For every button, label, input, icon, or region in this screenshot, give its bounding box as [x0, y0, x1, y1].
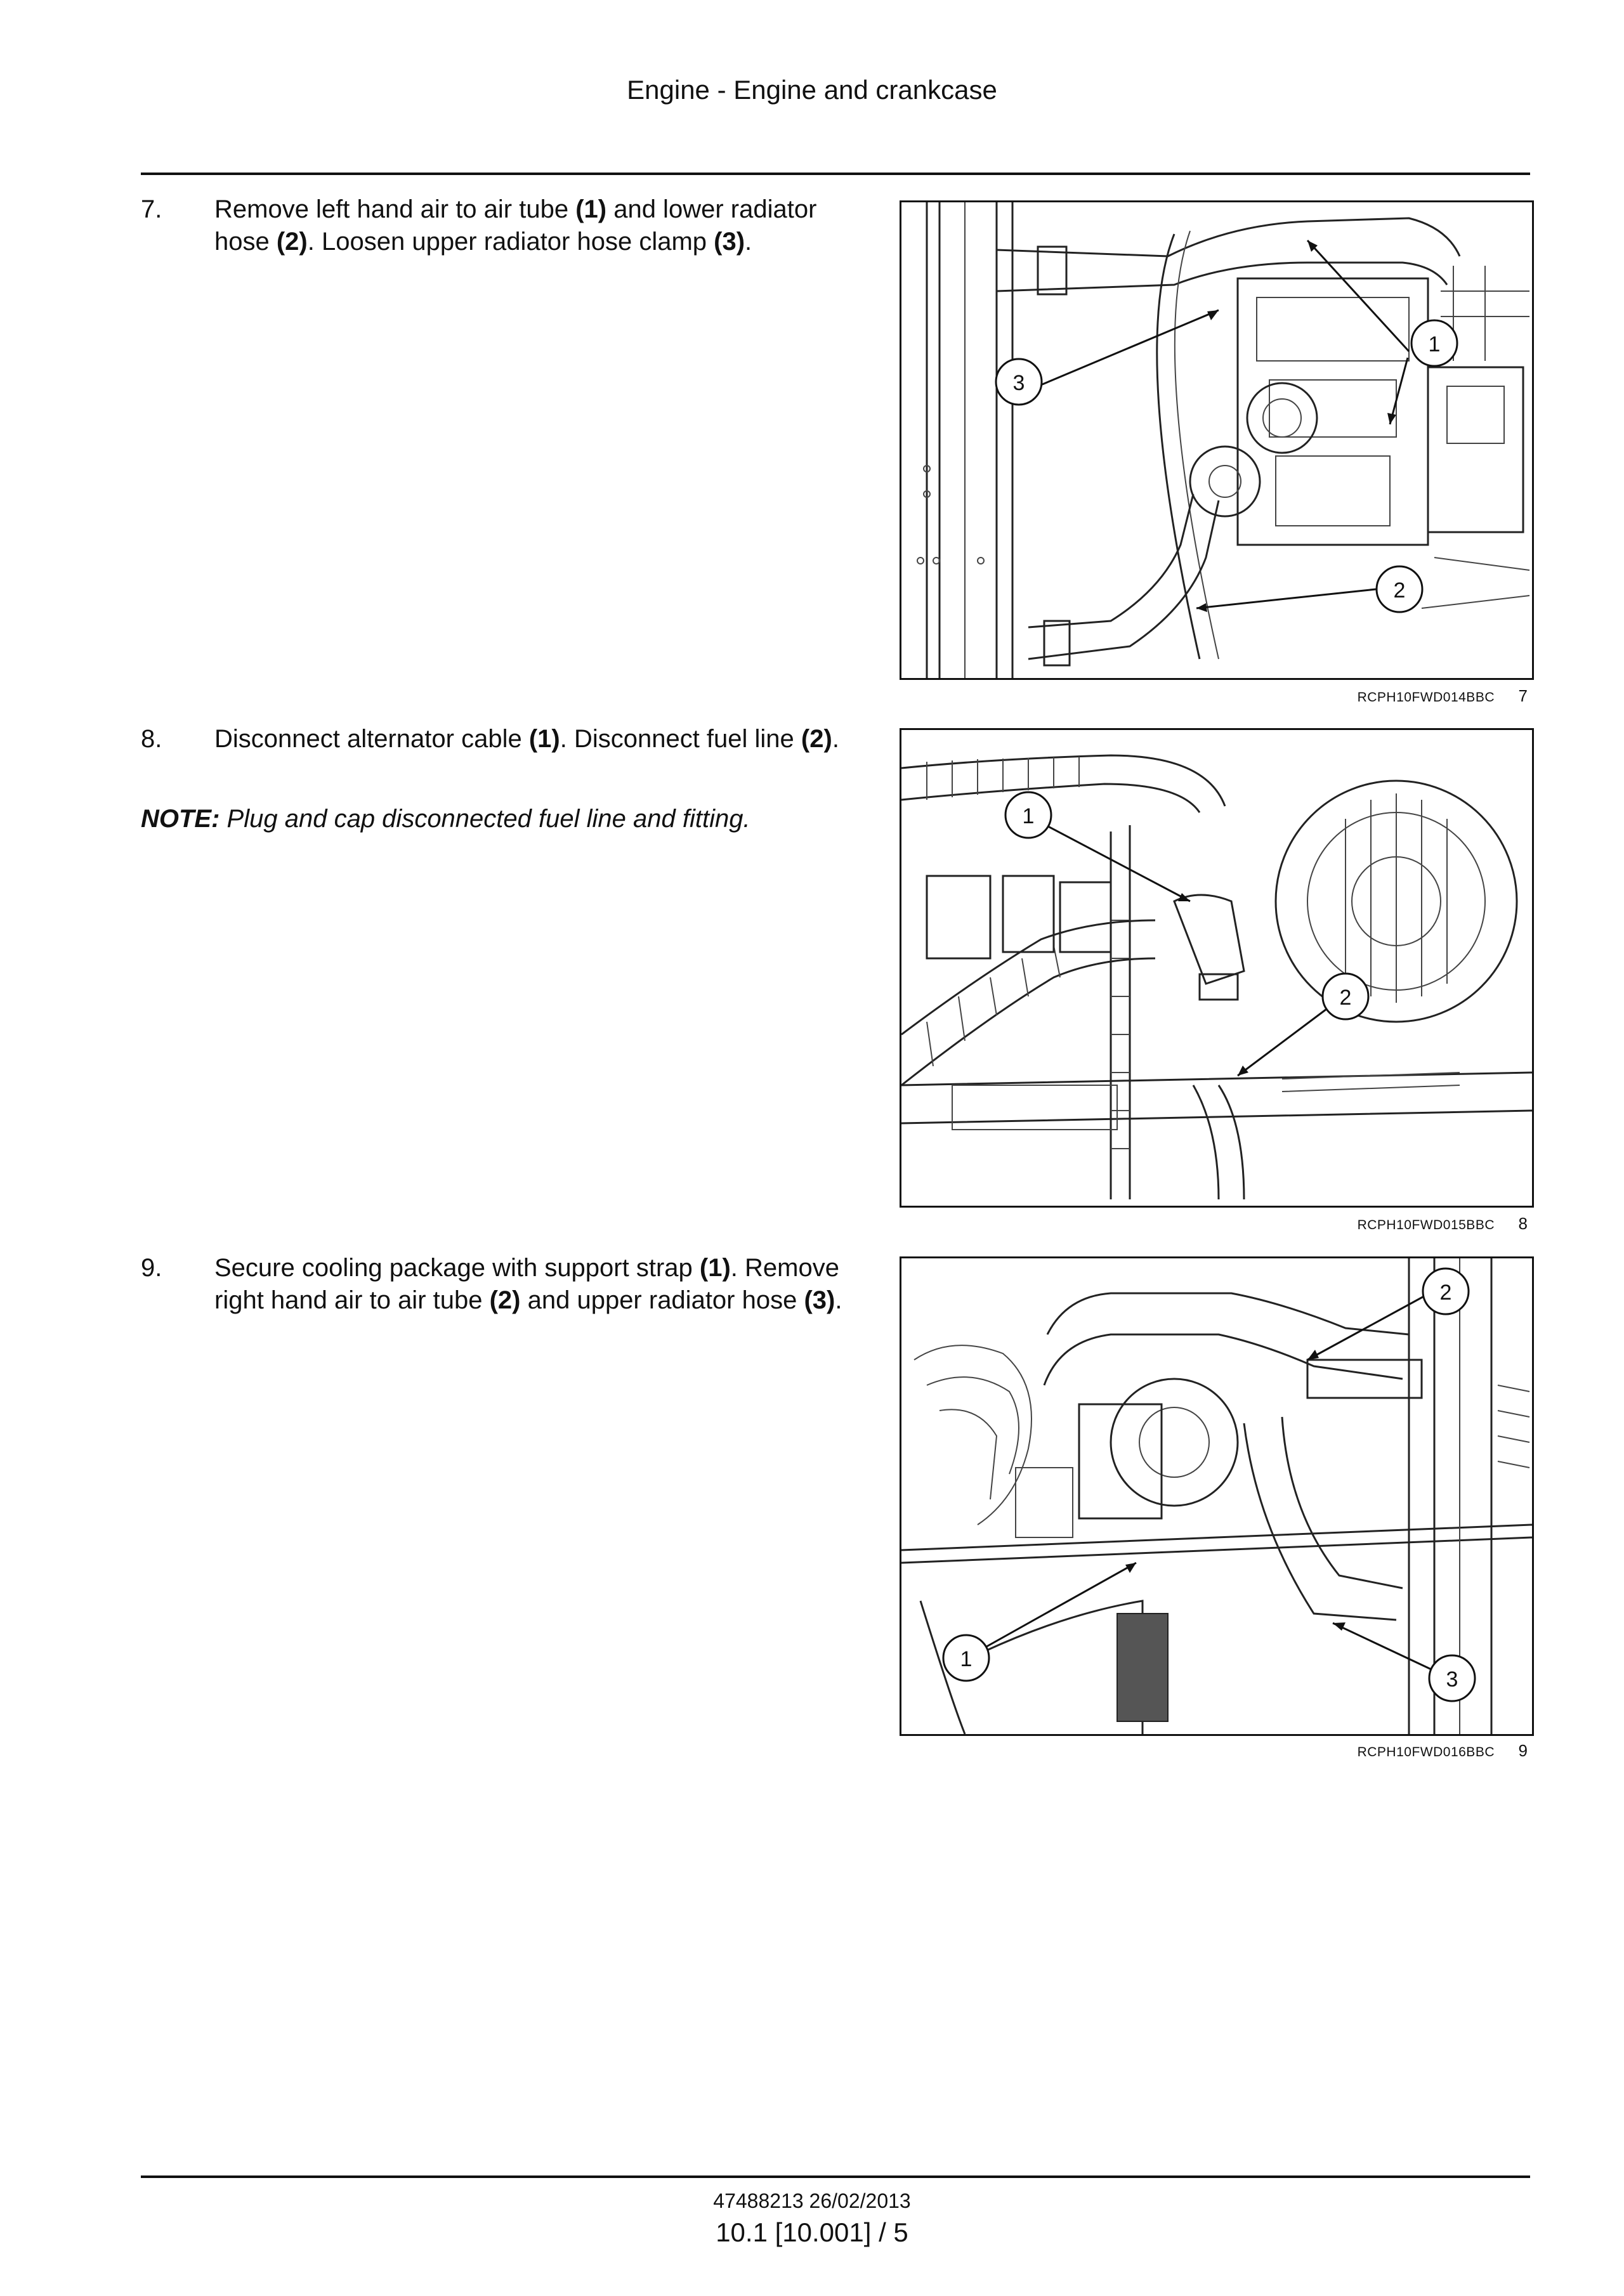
step-text: Secure cooling package with support strap (1). Remove right hand air to air tube (2) and upper radiator hose (3).	[214, 1254, 842, 1314]
svg-text:2: 2	[1393, 578, 1406, 603]
step-8-note	[141, 803, 851, 835]
figure-code: RCPH10FWD015BBC	[1357, 1218, 1495, 1232]
step-number: 9.	[141, 1254, 162, 1282]
svg-text:2: 2	[1439, 1281, 1452, 1305]
note-label: NOTE:	[141, 805, 220, 833]
svg-text:3: 3	[1446, 1667, 1458, 1692]
figure-code: RCPH10FWD016BBC	[1357, 1745, 1495, 1759]
figure-9-callout-1	[943, 1635, 989, 1681]
figure-number: 7	[1518, 686, 1528, 705]
figure-8-callout-1	[1005, 792, 1051, 838]
footer-rule	[141, 2175, 1530, 2178]
figure-9-callout-3	[1429, 1655, 1475, 1701]
page-header-title: Engine - Engine and crankcase	[627, 75, 997, 105]
figure-number: 8	[1518, 1214, 1528, 1233]
figure-7-callout-2	[1377, 566, 1422, 612]
svg-text:1: 1	[960, 1647, 972, 1671]
footer-doc-date: 47488213 26/02/2013	[713, 2189, 911, 2212]
figure-8-alternator-illustration	[900, 728, 1534, 1208]
figure-number: 9	[1518, 1741, 1528, 1760]
step-number: 8.	[141, 725, 162, 753]
figure-9-cooling-package-illustration	[900, 1256, 1534, 1736]
figure-8-caption	[900, 1214, 1530, 1237]
figure-7-callout-1	[1411, 320, 1457, 366]
header-rule	[141, 173, 1530, 175]
figure-7-caption	[900, 686, 1530, 709]
svg-text:2: 2	[1339, 986, 1352, 1010]
figure-9-caption	[900, 1741, 1530, 1764]
step-text: Remove left hand air to air tube (1) and lower radiator hose (2). Loosen upper radiator hose clamp (3).	[214, 195, 817, 256]
figure-8-callout-2	[1323, 974, 1368, 1019]
step-number: 7.	[141, 195, 162, 223]
figure-code: RCPH10FWD014BBC	[1357, 690, 1495, 705]
figure-7-engine-illustration	[900, 200, 1534, 680]
svg-text:1: 1	[1428, 332, 1441, 356]
svg-text:3: 3	[1012, 371, 1025, 395]
figure-9-callout-2	[1423, 1269, 1469, 1314]
footer-page-ref: 10.1 [10.001] / 5	[716, 2217, 908, 2247]
note-text: Plug and cap disconnected fuel line and fitting.	[219, 805, 750, 833]
step-text: Disconnect alternator cable (1). Disconnect fuel line (2).	[214, 725, 839, 753]
svg-text:1: 1	[1022, 804, 1035, 828]
figure-7-callout-3	[996, 359, 1042, 405]
